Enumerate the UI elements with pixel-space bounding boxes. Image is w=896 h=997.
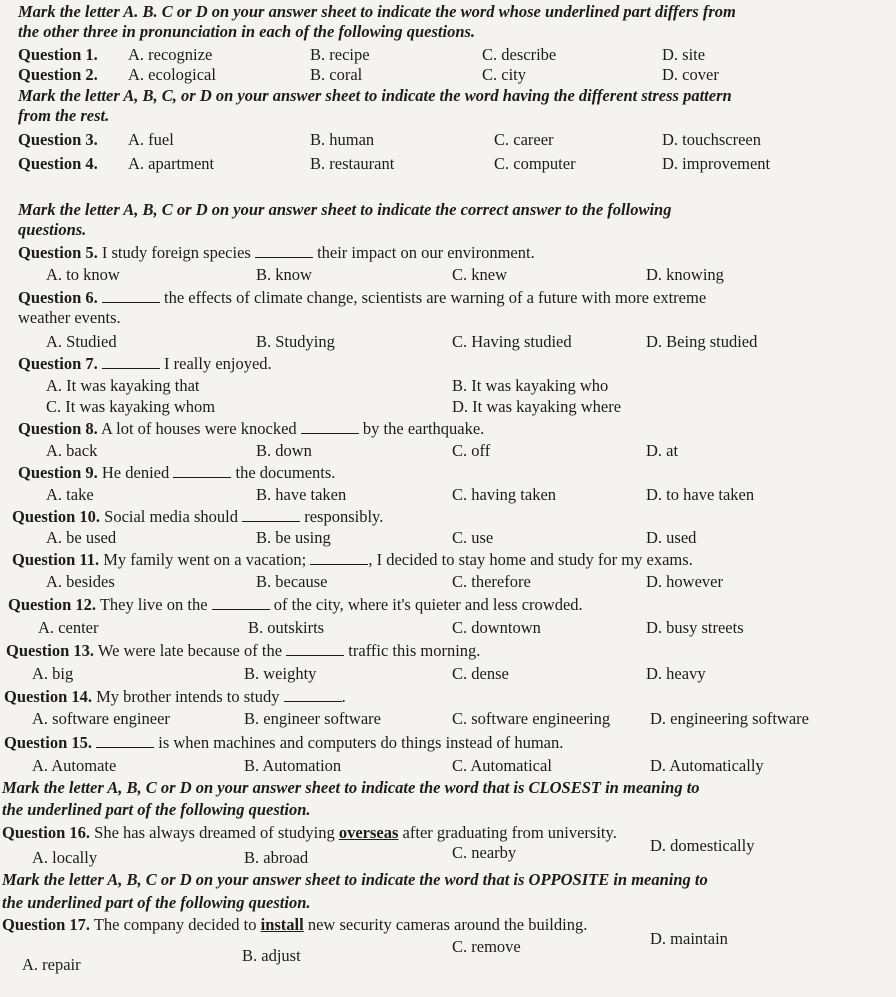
q8-option-b[interactable]: B. down bbox=[256, 441, 312, 460]
instruction-closest-line2: the underlined part of the following question. bbox=[2, 800, 311, 819]
q9-stem bbox=[18, 463, 335, 483]
q10-option-a[interactable]: A. be used bbox=[46, 528, 117, 547]
instruction-stress-line2: from the rest. bbox=[18, 106, 110, 125]
q15-blank[interactable] bbox=[96, 733, 154, 748]
q9-option-d[interactable]: D. to have taken bbox=[646, 485, 755, 504]
q3-option-c[interactable]: C. career bbox=[494, 130, 554, 149]
q5-stem-pre: I study foreign species bbox=[101, 243, 251, 262]
q7-option-c[interactable]: C. It was kayaking whom bbox=[46, 397, 216, 416]
q5-stem bbox=[18, 243, 535, 263]
q6-option-c[interactable]: C. Having studied bbox=[452, 332, 572, 351]
instruction-pronunciation-line2: the other three in pronunciation in each of the following questions. bbox=[18, 22, 476, 41]
q2-option-a[interactable]: A. ecological bbox=[128, 65, 216, 84]
q14-label: Question 14. bbox=[4, 687, 93, 706]
q3-option-b[interactable]: B. human bbox=[310, 130, 375, 149]
q16-stem-pre: She has always dreamed of studying bbox=[94, 823, 335, 842]
q14-stem-post: . bbox=[341, 687, 346, 706]
q8-option-a[interactable]: A. back bbox=[46, 441, 98, 460]
q13-blank[interactable] bbox=[286, 641, 344, 656]
q11-option-a[interactable]: A. besides bbox=[46, 572, 115, 591]
instruction-opposite-line2: the underlined part of the following question. bbox=[2, 893, 311, 912]
q1-label: Question 1. bbox=[18, 45, 98, 64]
q14-option-a[interactable]: A. software engineer bbox=[32, 709, 170, 728]
q11-stem-pre: My family went on a vacation; bbox=[103, 550, 307, 569]
q16-underlined-word: overseas bbox=[338, 823, 399, 842]
q15-option-a[interactable]: A. Automate bbox=[32, 756, 117, 775]
q11-option-d[interactable]: D. however bbox=[646, 572, 723, 591]
q16-option-c[interactable]: C. nearby bbox=[452, 843, 517, 862]
q9-option-c[interactable]: C. having taken bbox=[452, 485, 557, 504]
q12-blank[interactable] bbox=[212, 595, 270, 610]
q9-stem-pre: He denied bbox=[101, 463, 170, 482]
instruction-stress-line1: Mark the letter A, B, C, or D on your answer sheet to indicate the word having the different stress pattern bbox=[18, 86, 732, 105]
q13-option-d[interactable]: D. heavy bbox=[646, 664, 706, 683]
q10-stem bbox=[12, 507, 383, 527]
q6-option-d[interactable]: D. Being studied bbox=[646, 332, 758, 351]
q8-blank[interactable] bbox=[301, 419, 359, 434]
q17-option-c[interactable]: C. remove bbox=[452, 937, 521, 956]
q2-option-b[interactable]: B. coral bbox=[310, 65, 363, 84]
q11-stem bbox=[12, 550, 693, 570]
q9-blank[interactable] bbox=[173, 463, 231, 478]
q1-option-a[interactable]: A. recognize bbox=[128, 45, 213, 64]
q6-blank[interactable] bbox=[102, 288, 160, 303]
q16-stem-post: after graduating from university. bbox=[402, 823, 617, 842]
q5-blank[interactable] bbox=[255, 243, 313, 258]
q16-option-d[interactable]: D. domestically bbox=[650, 836, 755, 855]
q8-label: Question 8. bbox=[18, 419, 98, 438]
q5-option-a[interactable]: A. to know bbox=[46, 265, 120, 284]
q1-option-d[interactable]: D. site bbox=[662, 45, 706, 64]
q6-stem bbox=[18, 288, 706, 308]
q14-option-d[interactable]: D. engineering software bbox=[650, 709, 809, 728]
q10-option-b[interactable]: B. be using bbox=[256, 528, 331, 547]
q16-label: Question 16. bbox=[2, 823, 91, 842]
q17-option-b[interactable]: B. adjust bbox=[242, 946, 301, 965]
q7-label: Question 7. bbox=[18, 354, 98, 373]
q8-option-d[interactable]: D. at bbox=[646, 441, 679, 460]
q13-option-b[interactable]: B. weighty bbox=[244, 664, 317, 683]
q11-blank[interactable] bbox=[310, 550, 368, 565]
q14-option-c[interactable]: C. software engineering bbox=[452, 709, 611, 728]
q15-option-d[interactable]: D. Automatically bbox=[650, 756, 764, 775]
q14-option-b[interactable]: B. engineer software bbox=[244, 709, 381, 728]
q9-label: Question 9. bbox=[18, 463, 98, 482]
q3-option-d[interactable]: D. touchscreen bbox=[662, 130, 761, 149]
q11-option-c[interactable]: C. therefore bbox=[452, 572, 531, 591]
q15-stem-post: is when machines and computers do things instead of human. bbox=[158, 733, 564, 752]
q16-option-a[interactable]: A. locally bbox=[32, 848, 98, 867]
q8-stem-pre: A lot of houses were knocked bbox=[100, 419, 297, 438]
q14-stem bbox=[4, 687, 346, 707]
q17-stem bbox=[2, 915, 587, 935]
q7-blank[interactable] bbox=[102, 354, 160, 369]
q9-option-b[interactable]: B. have taken bbox=[256, 485, 347, 504]
q17-label: Question 17. bbox=[2, 915, 91, 934]
q6-stem-cont: weather events. bbox=[18, 308, 121, 327]
q15-option-b[interactable]: B. Automation bbox=[244, 756, 342, 775]
q8-stem bbox=[18, 419, 484, 439]
q16-option-b[interactable]: B. abroad bbox=[244, 848, 309, 867]
q3-option-a[interactable]: A. fuel bbox=[128, 130, 174, 149]
q12-option-b[interactable]: B. outskirts bbox=[248, 618, 325, 637]
q13-label: Question 13. bbox=[6, 641, 95, 660]
q12-option-c[interactable]: C. downtown bbox=[452, 618, 541, 637]
q10-label: Question 10. bbox=[12, 507, 101, 526]
q15-option-c[interactable]: C. Automatical bbox=[452, 756, 552, 775]
q11-stem-post: , I decided to stay home and study for my exams. bbox=[368, 550, 693, 569]
q1-option-c[interactable]: C. describe bbox=[482, 45, 557, 64]
instruction-correct-line1: Mark the letter A, B, C or D on your answer sheet to indicate the correct answer to the following bbox=[18, 200, 672, 219]
q12-option-a[interactable]: A. center bbox=[38, 618, 99, 637]
q3-label: Question 3. bbox=[18, 130, 98, 149]
q5-option-b[interactable]: B. know bbox=[256, 265, 312, 284]
q7-stem bbox=[18, 354, 272, 374]
q13-option-c[interactable]: C. dense bbox=[452, 664, 509, 683]
q17-option-a[interactable]: A. repair bbox=[22, 955, 81, 974]
q13-option-a[interactable]: A. big bbox=[32, 664, 74, 683]
instruction-closest-line1: Mark the letter A, B, C or D on your answer sheet to indicate the word that is CLOSEST in meaning to bbox=[2, 778, 700, 797]
q4-option-c[interactable]: C. computer bbox=[494, 154, 576, 173]
q12-stem-pre: They live on the bbox=[99, 595, 208, 614]
q17-option-d[interactable]: D. maintain bbox=[650, 929, 728, 948]
q2-option-c[interactable]: C. city bbox=[482, 65, 526, 84]
q16-stem bbox=[2, 823, 617, 843]
q7-option-a[interactable]: A. It was kayaking that bbox=[46, 376, 200, 395]
q13-stem-pre: We were late because of the bbox=[97, 641, 283, 660]
q7-option-d[interactable]: D. It was kayaking where bbox=[452, 397, 622, 416]
q10-option-c[interactable]: C. use bbox=[452, 528, 494, 547]
q2-option-d[interactable]: D. cover bbox=[662, 65, 719, 84]
q12-option-d[interactable]: D. busy streets bbox=[646, 618, 744, 637]
q5-option-d[interactable]: D. knowing bbox=[646, 265, 724, 284]
q7-stem-post: I really enjoyed. bbox=[164, 354, 272, 373]
q6-stem-post: the effects of climate change, scientists are warning of a future with more extreme bbox=[164, 288, 707, 307]
q10-blank[interactable] bbox=[242, 507, 300, 522]
q5-label: Question 5. bbox=[18, 243, 98, 262]
q11-label: Question 11. bbox=[12, 550, 100, 569]
q12-stem-post: of the city, where it's quieter and less crowded. bbox=[273, 595, 583, 614]
q6-label: Question 6. bbox=[18, 288, 98, 307]
q17-stem-post: new security cameras around the building. bbox=[307, 915, 588, 934]
instruction-pronunciation-line1: Mark the letter A. B. C or D on your answer sheet to indicate the word whose underlined part differs from bbox=[18, 2, 736, 21]
q14-stem-pre: My brother intends to study bbox=[96, 687, 280, 706]
q4-label: Question 4. bbox=[18, 154, 98, 173]
q4-option-a[interactable]: A. apartment bbox=[128, 154, 215, 173]
q4-option-b[interactable]: B. restaurant bbox=[310, 154, 395, 173]
q6-option-a[interactable]: A. Studied bbox=[46, 332, 117, 351]
q5-option-c[interactable]: C. knew bbox=[452, 265, 507, 284]
instruction-opposite-line1: Mark the letter A, B, C or D on your answer sheet to indicate the word that is OPPOSITE in meaning to bbox=[2, 870, 708, 889]
q17-stem-pre: The company decided to bbox=[93, 915, 257, 934]
q9-option-a[interactable]: A. take bbox=[46, 485, 94, 504]
q6-option-b[interactable]: B. Studying bbox=[256, 332, 335, 351]
q15-stem bbox=[4, 733, 563, 753]
q12-stem bbox=[8, 595, 583, 615]
q8-option-c[interactable]: C. off bbox=[452, 441, 491, 460]
q14-blank[interactable] bbox=[284, 687, 342, 702]
q4-option-d[interactable]: D. improvement bbox=[662, 154, 771, 173]
q7-option-b[interactable]: B. It was kayaking who bbox=[452, 376, 609, 395]
q2-label: Question 2. bbox=[18, 65, 98, 84]
q10-option-d[interactable]: D. used bbox=[646, 528, 697, 547]
q9-stem-post: the documents. bbox=[235, 463, 336, 482]
q17-underlined-word: install bbox=[260, 915, 304, 934]
q15-label: Question 15. bbox=[4, 733, 93, 752]
q12-label: Question 12. bbox=[8, 595, 97, 614]
instruction-correct-line2: questions. bbox=[18, 220, 87, 239]
q1-option-b[interactable]: B. recipe bbox=[310, 45, 370, 64]
q10-stem-post: responsibly. bbox=[304, 507, 384, 526]
q5-stem-post: their impact on our environment. bbox=[317, 243, 535, 262]
q8-stem-post: by the earthquake. bbox=[362, 419, 485, 438]
q13-stem-post: traffic this morning. bbox=[348, 641, 481, 660]
q10-stem-pre: Social media should bbox=[104, 507, 238, 526]
q13-stem bbox=[6, 641, 480, 661]
q11-option-b[interactable]: B. because bbox=[256, 572, 328, 591]
